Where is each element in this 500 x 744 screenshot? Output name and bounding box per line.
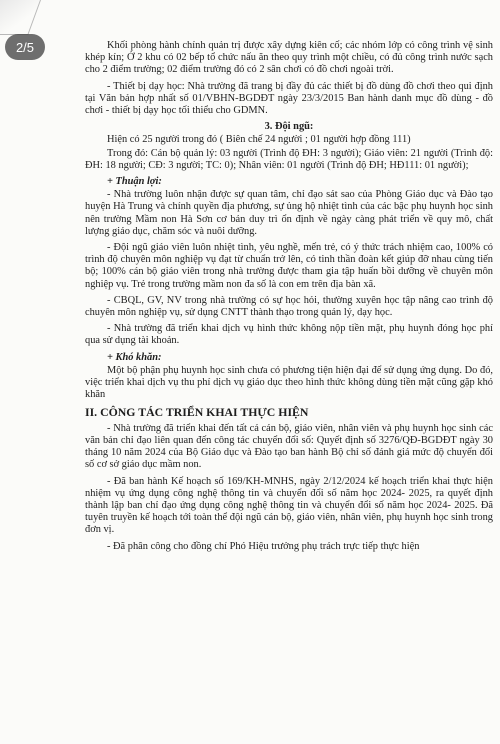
subheading-advantages-text: + Thuận lợi: (107, 176, 162, 188)
paragraph-facilities: Khối phòng hành chính quản trị được xây dựng kiên cố; các nhóm lớp có công trình vệ sinh khép kín; Ở 2 khu có 02 bếp tổ chức nấu ăn theo quy trình một chiều, có đủ công trình nước sạch cho 2 điểm trường; 02 điểm trường đó có 2 sân chơi có đồ chơi ngoài trời. (85, 40, 493, 76)
subheading-difficulties-text: + Khó khăn: (107, 351, 162, 363)
paragraph-advantage-teachers: - Đội ngũ giáo viên luôn nhiệt tình, yêu nghề, mến trẻ, có ý thức trách nhiệm cao, 100% có trình độ chuyên môn nghiệp vụ đạt từ chuẩn trở lên, có tinh thần đoàn kết giúp đỡ nhau cùng tiến bộ; 100% cán bộ giáo viên trong nhà trường được tham gia tập huấn bồi dưỡng về chuyên môn nghiệp vụ. Trẻ trong trường mầm non đa số là con em trên địa bàn xã. (85, 242, 493, 290)
paragraph-advantage-it: - CBQL, GV, NV trong nhà trường có sự học hỏi, thường xuyên học tập nâng cao trình độ chuyên môn nghiệp vụ, sử dụng CNTT thành thạo trong quản lý, dạy học. (85, 294, 493, 319)
paragraph-staff-breakdown: Trong đó: Cán bộ quản lý: 03 người (Trình độ ĐH: 3 người); Giáo viên: 21 người (Trình độ: ĐH: 18 người; CĐ: 3 người; TC: 0); Nhân viên: 01 người (Trình độ ĐH; HĐ111: 01 người); (85, 147, 493, 171)
section-heading-implementation: II. CÔNG TÁC TRIỂN KHAI THỰC HIỆN (85, 405, 309, 420)
paragraph-implementation-plan: - Đã ban hành Kế hoạch số 169/KH-MNHS, ngày 2/12/2024 kế hoạch triển khai thực hiện nhiệm vụ ứng dụng công nghệ thông tin và chuyển đổi số năm học 2024- 2025, ra quyết định thành lập ban chỉ đạo ứng dụng công nghệ thông tin và chuyển đổi số năm học 2024- 2025. Đã tuyên truyền kế hoạch tới toàn thể đội ngũ cán bộ, giáo viên, nhân viên, phụ huynh học sinh trong đơn vị. (85, 475, 493, 536)
paragraph-advantage-cashless: - Nhà trường đã triển khai dịch vụ hình thức không nộp tiền mặt, phụ huynh đóng học phí qua sử dụng tài khoản. (85, 323, 493, 347)
document-body (85, 40, 493, 557)
paragraph-implementation-assignment: - Đã phân công cho đồng chí Phó Hiệu trưởng phụ trách trực tiếp thực hiện (107, 540, 420, 552)
paragraph-advantage-support: - Nhà trường luôn nhận được sự quan tâm, chỉ đạo sát sao của Phòng Giáo dục và Đào tạo huyện Hà Trung và chính quyền địa phương, sự ủng hộ nhiệt tình của các bậc phụ huynh học sinh nên trường Mầm non Hà Sơn cơ bản duy trì ổn định về ngày càng phát triển về quy mô, chất lượng giáo dục, chăm sóc và nuôi dưỡng. (85, 189, 493, 237)
paragraph-difficulty: Một bộ phận phụ huynh học sinh chưa có phương tiện hiện đại để sử dụng ứng dụng. Do đó, việc triển khai dịch vụ thu phí dịch vụ giáo dục theo hình thức không dùng tiền mặt cũng gặp khó khăn (85, 364, 493, 401)
page-indicator-badge: 2/5 (5, 34, 45, 60)
paragraph-staff-count: Hiện có 25 người trong đó ( Biên chế 24 người ; 01 người hợp đồng 111) (107, 134, 411, 146)
subheading-difficulties (85, 352, 493, 364)
section-heading-staff (85, 121, 493, 133)
page-corner-fold (0, 0, 41, 35)
paragraph-implementation-documents: - Nhà trường đã triển khai đến tất cả cán bộ, giáo viên, nhân viên và phụ huynh học sinh các văn bản chỉ đạo liên quan đến công tác chuyển đổi số: Quyết định số 3276/QĐ-BGDĐT ngày 30 tháng 10 năm 2024 của Bộ Giáo dục và Đào tạo ban hành Bộ chỉ số đánh giá mức độ chuyển đổi số cơ sở giáo dục mầm non. (85, 422, 493, 471)
section-heading-staff-text: 3. Đội ngũ: (264, 121, 314, 133)
paragraph-equipment: - Thiết bị dạy học: Nhà trường đã trang bị đầy đủ các thiết bị đồ dùng đồ chơi theo qui định tại Văn bản hợp nhất số 01/VBHN-BGDĐT ngày 23/3/2015 Ban hành danh mục đồ dùng - đồ chơi - thiết bị dạy học tối thiểu cho GDMN. (85, 80, 493, 117)
subheading-advantages (85, 176, 493, 188)
